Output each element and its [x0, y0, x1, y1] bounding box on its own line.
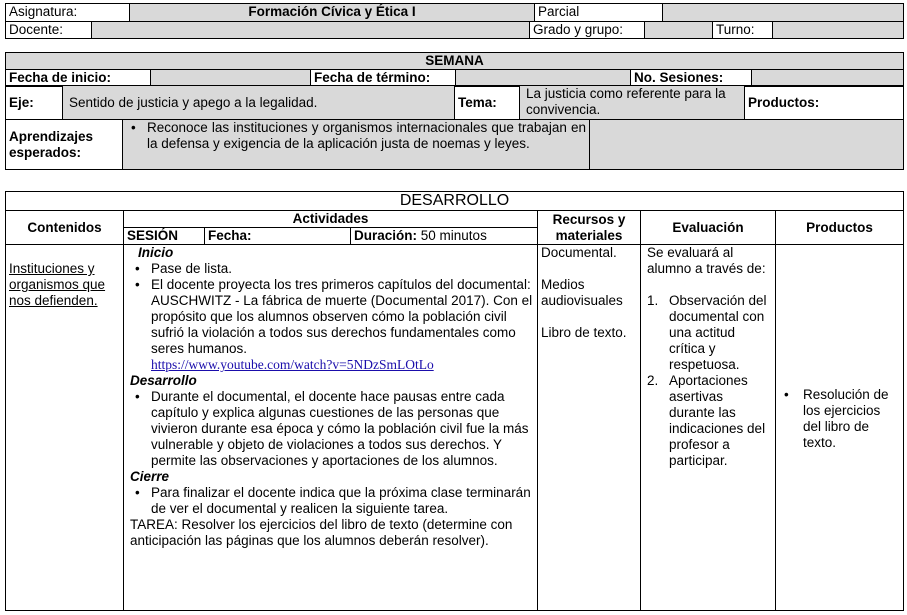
sesion-label: SESIÓN	[124, 228, 205, 245]
desarrollo-item: • Durante el documental, el docente hace pausas entre cada capítulo y explica algunas cuestiones de las personas que vivieron durante esa época y cómo la población civil fue la más vulnerable y objeto de violaciones a todos sus derechos. Y permite las observaciones y aportaciones de los alumnos.	[130, 389, 534, 469]
duracion-label: Duración:	[354, 228, 418, 243]
evaluacion-cell	[641, 245, 776, 611]
evaluacion-intro: Se evaluará al alumno a través de:	[647, 245, 766, 276]
desarrollo-title: DESARROLLO	[6, 192, 904, 211]
sesiones-label: No. Sesiones:	[631, 70, 752, 87]
duracion-cell	[351, 228, 538, 245]
col-evaluacion: Evaluación	[641, 211, 776, 245]
eje-label: Eje:	[6, 86, 63, 120]
asignatura-label: Asignatura:	[6, 4, 130, 22]
cierre-heading: Cierre	[130, 469, 170, 484]
aprendizajes-extra	[590, 120, 904, 170]
recurso-item: Medios audiovisuales	[541, 277, 623, 308]
contenidos-cell	[6, 245, 124, 611]
fecha-termino-label: Fecha de término:	[311, 70, 456, 87]
productos-label: Productos:	[745, 86, 904, 120]
inicio-item: • El docente proyecta los tres primeros capítulos del documental: AUSCHWITZ - La fábrica de muerte (Documental 2017). Con el propósito que los alumnos observen cómo la población civil sufrió la violación a todos sus derechos fundamentales como seres humanos.	[130, 277, 534, 357]
col-contenidos: Contenidos	[6, 211, 124, 245]
turno-label: Turno:	[713, 22, 773, 39]
col-productos: Productos	[776, 211, 904, 245]
evaluacion-list	[647, 293, 772, 469]
tema-value: La justicia como referente para la convivencia.	[520, 86, 745, 120]
header-table-2	[5, 21, 904, 39]
semana-title: SEMANA	[6, 53, 904, 70]
grado-label: Grado y grupo:	[530, 22, 645, 39]
tarea-text: TAREA: Resolver los ejercicios del libro de texto (determine con anticipación las páginas que los alumnos deberán resolver).	[130, 517, 513, 548]
turno-value	[773, 22, 904, 39]
inicio-list	[130, 261, 534, 357]
semana-table	[5, 52, 904, 87]
subject-value: Formación Cívica y Ética I	[130, 4, 535, 22]
fecha-inicio-value	[151, 70, 311, 87]
evaluacion-item: 1. Observación del documental con una actitud crítica y respetuosa.	[647, 293, 767, 372]
col-recursos: Recursos y materiales	[538, 211, 641, 245]
producto-item: • Resolución de los ejercicios del libro de texto.	[779, 387, 900, 451]
contenidos-text: Instituciones y organismos que nos defienden.	[9, 261, 106, 308]
docente-label: Docente:	[6, 22, 92, 39]
duracion-value: 50 minutos	[420, 228, 487, 243]
aprendizajes-value	[123, 120, 590, 170]
actividades-cell	[124, 245, 538, 611]
fecha-termino-value	[456, 70, 631, 87]
desarrollo-heading: Desarrollo	[130, 373, 197, 388]
grado-value	[645, 22, 713, 39]
recurso-item: Documental.	[541, 245, 617, 260]
inicio-heading: Inicio	[138, 245, 174, 260]
eje-value: Sentido de justicia y apego a la legalidad.	[63, 86, 455, 120]
productos-cell	[776, 245, 904, 611]
desarrollo-table	[5, 191, 904, 611]
parcial-label: Parcial	[535, 4, 663, 22]
desarrollo-list	[130, 389, 534, 469]
parcial-value	[663, 4, 904, 22]
docente-value	[92, 22, 530, 39]
fecha-label: Fecha:	[205, 228, 351, 245]
tema-label: Tema:	[455, 86, 520, 120]
aprendizajes-row	[5, 119, 904, 170]
recursos-cell	[538, 245, 641, 611]
cierre-item: • Para finalizar el docente indica que la próxima clase terminarán de ver el documental y realicen la siguiente tarea.	[130, 485, 534, 517]
aprendizaje-item: • Reconoce las instituciones y organismos internacionales que trabajan en la defensa y exigencia de la aplicación justa de noemas y leyes.	[126, 120, 586, 152]
header-table	[5, 3, 904, 22]
eje-row	[5, 85, 904, 120]
cierre-list	[130, 485, 534, 517]
aprendizajes-label: Aprendizajes esperados:	[6, 120, 123, 170]
youtube-link[interactable]: https://www.youtube.com/watch?v=5NDzSmLOtLo	[151, 357, 434, 372]
inicio-item: • Pase de lista.	[130, 261, 534, 277]
evaluacion-item: 2. Aportaciones asertivas durante las indicaciones del profesor a participar.	[647, 373, 766, 468]
productos-list	[779, 387, 900, 451]
fecha-inicio-label: Fecha de inicio:	[6, 70, 151, 87]
sesiones-value	[752, 70, 904, 87]
col-actividades: Actividades	[124, 211, 538, 228]
recurso-item: Libro de texto.	[541, 325, 627, 340]
